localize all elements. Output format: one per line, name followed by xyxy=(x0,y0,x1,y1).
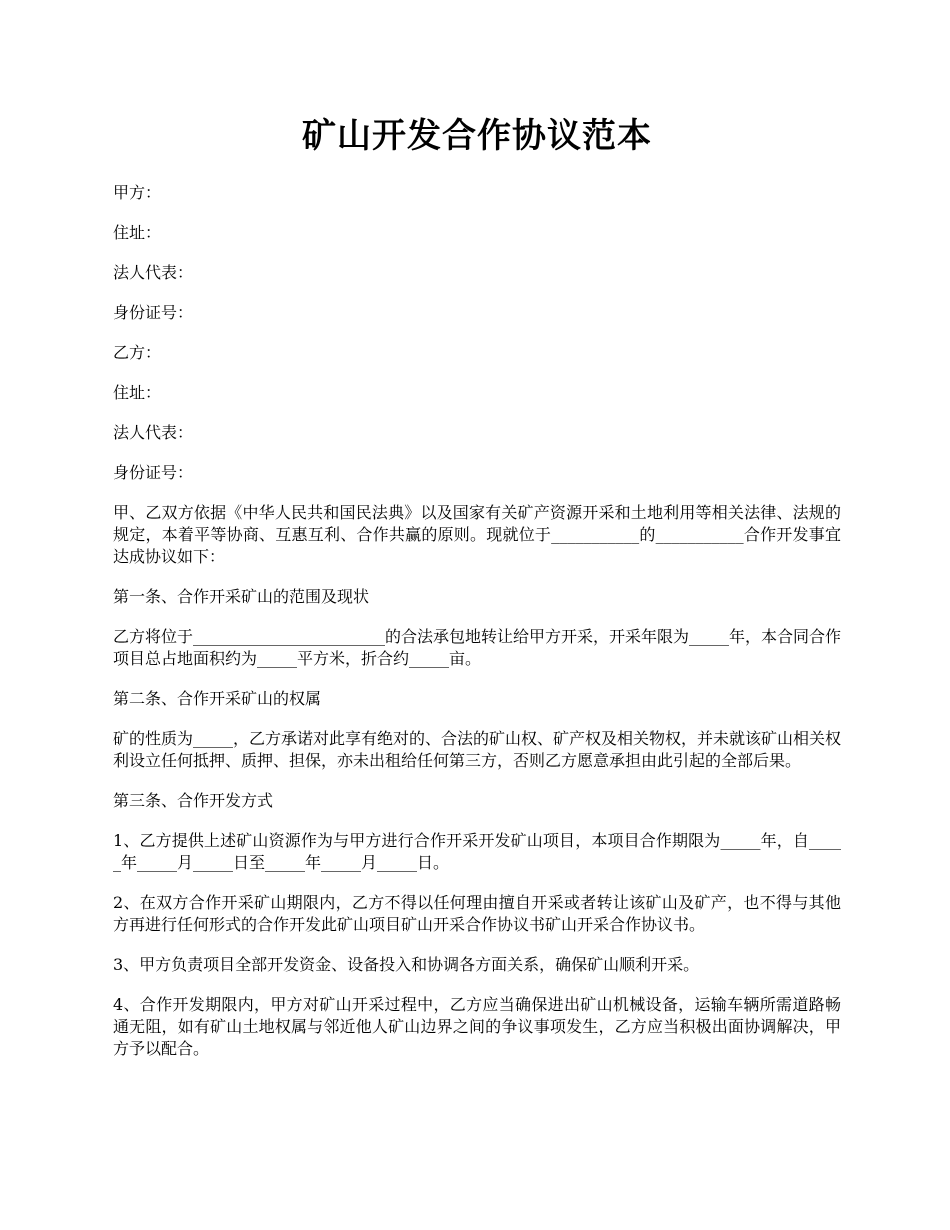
article-3-item-4: 4、合作开发期限内，甲方对矿山开采过程中，乙方应当确保进出矿山机械设备，运输车辆所需道路畅通无阻，如有矿山土地权属与邻近他人矿山边界之间的争议事项发生，乙方应当积极出面协调解决，甲方予以配合。 xyxy=(113,995,841,1058)
party-a-legal-rep: 法人代表： xyxy=(113,263,194,282)
preamble-paragraph: 甲、乙双方依据《中华人民共和国民法典》以及国家有关矿产资源开采和土地利用等相关法律、法规的规定，本着平等协商、互惠互利、合作共赢的原则。现就位于___________的___________合作开发事宜达成协议如下： xyxy=(113,503,841,566)
article-3-item-1: 1、乙方提供上述矿山资源作为与甲方进行合作开采开发矿山项目，本项目合作期限为_____年，自_____年_____月_____日至_____年_____月_____日。 xyxy=(113,831,841,872)
party-b-id-number: 身份证号： xyxy=(113,463,194,482)
article-1-heading: 第一条、合作开采矿山的范围及现状 xyxy=(113,587,370,606)
article-3-heading: 第三条、合作开发方式 xyxy=(113,791,274,810)
article-2-text: 矿的性质为_____，乙方承诺对此享有绝对的、合法的矿山权、矿产权及相关物权，并未就该矿山相关权利设立任何抵押、质押、担保，亦未出租给任何第三方，否则乙方愿意承担由此引起的全部后果。 xyxy=(113,729,842,770)
document-title: 矿山开发合作协议范本 xyxy=(302,116,652,156)
article-1-text: 乙方将位于________________________的合法承包地转让给甲方开采，开采年限为_____年，本合同合作项目总占地面积约为_____平方米，折合约_____亩。 xyxy=(113,627,842,668)
party-b-label: 乙方： xyxy=(113,343,162,362)
article-3-item-2: 2、在双方合作开采矿山期限内，乙方不得以任何理由擅自开采或者转让该矿山及矿产，也不得与其他方再进行任何形式的合作开发此矿山项目矿山开采合作协议书矿山开采合作协议书。 xyxy=(113,893,841,934)
party-a-address: 住址： xyxy=(113,223,162,242)
article-2-heading: 第二条、合作开采矿山的权属 xyxy=(113,689,322,708)
party-b-legal-rep: 法人代表： xyxy=(113,423,194,442)
party-b-address: 住址： xyxy=(113,383,162,402)
document-body xyxy=(113,112,841,1078)
article-3-item-3: 3、甲方负责项目全部开发资金、设备投入和协调各方面关系，确保矿山顺利开采。 xyxy=(113,955,700,974)
party-a-id-number: 身份证号： xyxy=(113,303,194,322)
party-a-label: 甲方： xyxy=(113,183,162,202)
